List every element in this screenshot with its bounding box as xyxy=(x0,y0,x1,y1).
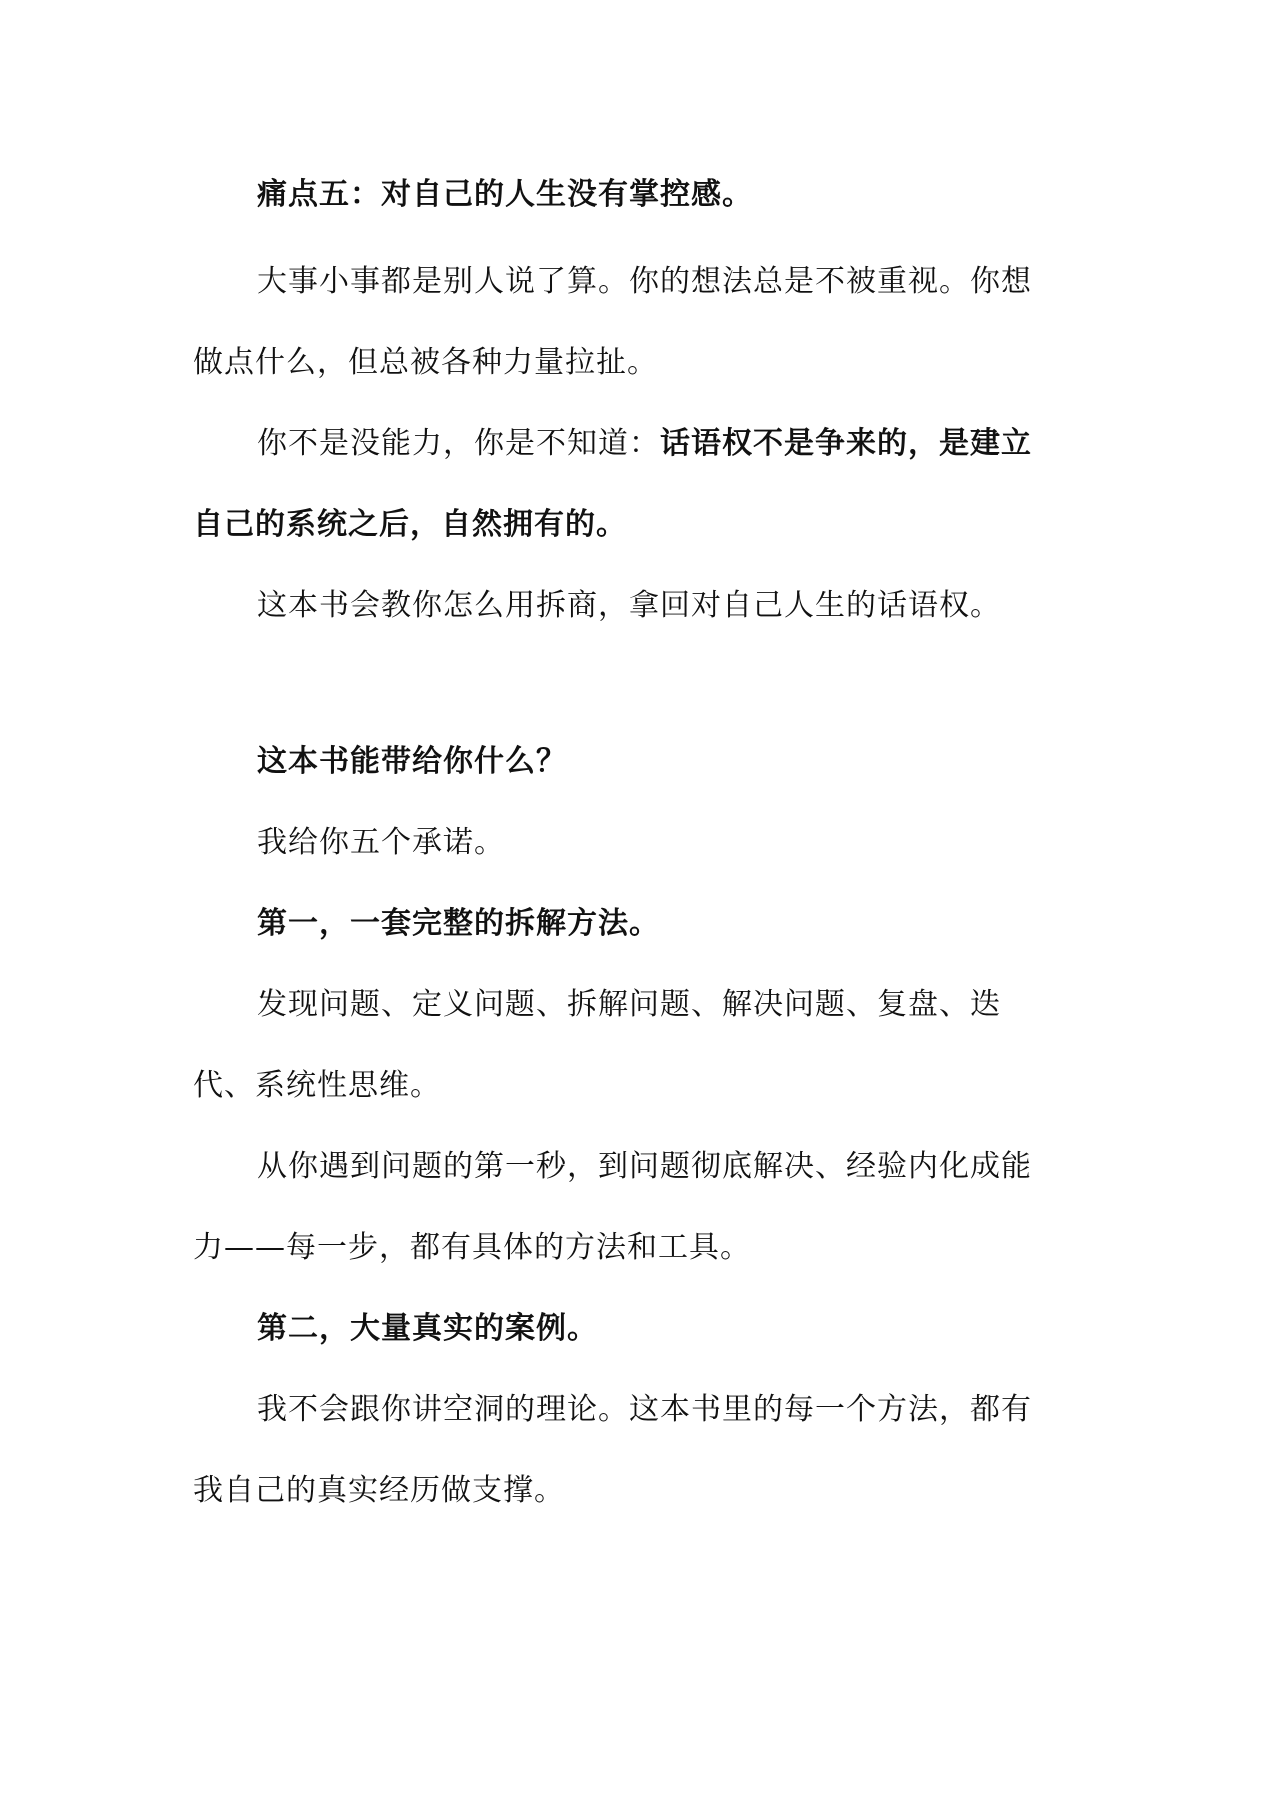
emphasis-text: 话语权不是争来的，是建立 xyxy=(660,426,1032,461)
paragraph-line: 大事小事都是别人说了算。你的想法总是不被重视。你想 xyxy=(257,264,1032,299)
section-heading: 这本书能带给你什么？ xyxy=(257,744,567,779)
paragraph-line: 我自己的真实经历做支撑。 xyxy=(193,1473,565,1508)
paragraph-text: 你不是没能力，你是不知道： xyxy=(257,426,660,461)
promise-one-heading: 第一，一套完整的拆解方法。 xyxy=(257,906,660,941)
paragraph-line: 力——每一步，都有具体的方法和工具。 xyxy=(193,1230,751,1265)
paragraph-line xyxy=(257,400,1032,487)
paragraph-line: 我不会跟你讲空洞的理论。这本书里的每一个方法，都有 xyxy=(257,1392,1032,1427)
paragraph-line: 代、系统性思维。 xyxy=(193,1068,441,1103)
paragraph-line: 做点什么，但总被各种力量拉扯。 xyxy=(193,345,658,380)
paragraph-line: 这本书会教你怎么用拆商，拿回对自己人生的话语权。 xyxy=(257,588,1001,623)
promise-two-heading: 第二，大量真实的案例。 xyxy=(257,1311,598,1346)
paragraph-line: 发现问题、定义问题、拆解问题、解决问题、复盘、迭 xyxy=(257,987,1001,1022)
pain-point-five-heading: 痛点五：对自己的人生没有掌控感。 xyxy=(257,177,753,212)
paragraph-line: 从你遇到问题的第一秒，到问题彻底解决、经验内化成能 xyxy=(257,1149,1032,1184)
emphasis-line: 自己的系统之后，自然拥有的。 xyxy=(193,507,627,542)
paragraph-line: 我给你五个承诺。 xyxy=(257,825,505,860)
